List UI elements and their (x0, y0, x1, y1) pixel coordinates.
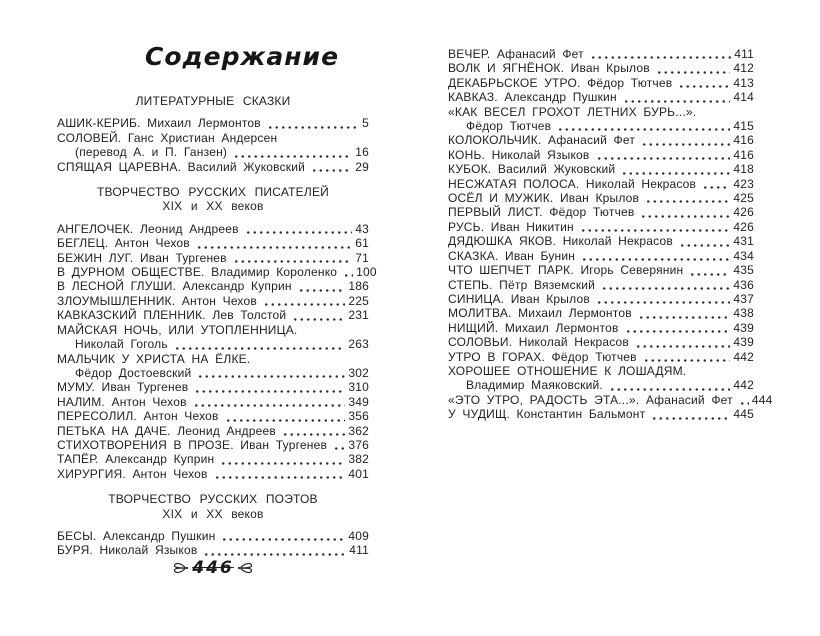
toc-entry-title: БЕСЫ. Александр Пушкин (57, 528, 216, 543)
toc-entry-title: СОЛОВЕЙ. Ганс Христиан Андерсен (57, 130, 278, 145)
toc-entry-title: В ДУРНОМ ОБЩЕСТВЕ. Владимир Короленко (57, 265, 338, 280)
toc-entry (448, 119, 754, 133)
toc-entry-page: 302 (348, 365, 369, 380)
dot-leader (702, 186, 730, 189)
toc-entry (57, 409, 369, 423)
toc-entry-page: 362 (348, 423, 369, 438)
dot-leader (641, 143, 730, 146)
toc-entry (448, 61, 754, 75)
dot-leader (193, 404, 346, 407)
toc-entry-page: 356 (348, 409, 369, 424)
dot-leader (739, 402, 749, 405)
toc-entry-title: БЕГЛЕЦ. Антон Чехов (57, 236, 190, 251)
toc-entry-title: НЕСЖАТАЯ ПОЛОСА. Николай Некрасов (448, 176, 697, 191)
toc-entry-page: 5 (362, 116, 369, 131)
toc-entry (448, 220, 754, 234)
toc-entry-title: КОНЬ. Николай Языков (448, 147, 590, 162)
toc-entry-page: 416 (733, 133, 754, 148)
toc-entry-title: ХОРОШЕЕ ОТНОШЕНИЕ К ЛОШАДЯМ. (448, 363, 687, 378)
toc-entry-page: 444 (751, 392, 773, 407)
toc-entry (57, 529, 369, 543)
dot-leader (635, 345, 730, 348)
toc-entry (448, 191, 754, 205)
dot-leader (263, 303, 345, 306)
dot-leader (267, 126, 359, 129)
toc-entry-page: 415 (733, 119, 754, 134)
toc-entry-title: СТИХОТВОРЕНИЯ В ПРОЗЕ. Иван Тургенев (57, 437, 328, 452)
toc-entry (57, 222, 369, 236)
toc-entry-title: КУБОК. Василий Жуковский (448, 162, 616, 177)
dot-leader (214, 476, 346, 479)
section-heading-line: ЛИТЕРАТУРНЫЕ СКАЗКИ (135, 94, 291, 108)
toc-entry-title: КАВКАЗ. Александр Пушкин (448, 90, 617, 105)
toc-entry-title: МАЛЬЧИК У ХРИСТА НА ЁЛКЕ. (57, 351, 251, 366)
toc-entry (57, 116, 369, 130)
toc-entry (57, 131, 369, 145)
dot-leader (174, 347, 346, 350)
dot-leader (245, 231, 353, 234)
toc-entry (57, 308, 369, 322)
dot-leader (557, 128, 730, 131)
toc-entry (57, 251, 369, 265)
toc-entry (448, 234, 754, 248)
toc-entry-title: КОЛОКОЛЬЧИК. Афанасий Фет (448, 133, 636, 148)
toc-entry-page: 225 (348, 293, 369, 308)
toc-entry (448, 249, 754, 263)
toc-entry (57, 395, 369, 409)
toc-entry-page: 409 (348, 528, 369, 543)
toc-entry-page: 418 (733, 162, 754, 177)
toc-entry-title: УТРО В ГОРАХ. Фёдор Тютчев (448, 349, 637, 364)
dot-leader (282, 433, 345, 436)
page-number: 446 (192, 558, 234, 578)
toc-entry-page: 411 (734, 47, 754, 61)
toc-entry-page: 412 (733, 61, 754, 76)
toc-entry (448, 321, 754, 335)
toc-entry-page: 71 (355, 250, 369, 265)
section-heading (57, 185, 369, 214)
toc-entry (448, 407, 754, 421)
toc-entry-page: 442 (733, 378, 754, 393)
dot-leader (679, 244, 730, 247)
dot-leader (343, 274, 353, 277)
toc-entry-page: 411 (349, 543, 369, 558)
page-footer (57, 558, 369, 578)
toc-entry (448, 133, 754, 147)
toc-entry-page: 401 (348, 466, 369, 481)
toc-entry-page: 439 (733, 320, 754, 335)
toc-entry-page: 186 (348, 279, 369, 294)
toc-entry-page: 431 (733, 234, 754, 249)
toc-entry-title: НАЛИМ. Антон Чехов (57, 394, 187, 409)
toc-entry-title: КАВКАЗСКИЙ ПЛЕННИК. Лев Толстой (57, 308, 287, 323)
dot-leader (656, 71, 731, 74)
toc-entry (448, 350, 754, 364)
toc-entry (57, 265, 377, 280)
toc-entry-page: 435 (733, 263, 754, 278)
dot-leader (590, 56, 731, 59)
bow-ornament-left-icon (172, 561, 188, 575)
toc-entry-page: 445 (733, 407, 754, 422)
toc-entry (448, 148, 754, 162)
toc-entry (448, 306, 754, 320)
toc-entry-title: ЗЛОУМЫШЛЕННИК. Антон Чехов (57, 293, 257, 308)
toc-entry (448, 292, 754, 306)
toc-entry-page: 425 (733, 191, 754, 206)
toc-entry-page: 100 (356, 265, 377, 280)
toc-entry (57, 323, 369, 337)
section-heading-line: ТВОРЧЕСТВО РУССКИХ ПОЭТОВ (108, 492, 318, 507)
dot-leader (601, 287, 730, 290)
toc-entry-page: 413 (733, 75, 754, 90)
toc-entry-title: ПЕРЕСОЛИЛ. Антон Чехов (57, 409, 219, 424)
dot-leader (596, 301, 730, 304)
toc-entry (448, 90, 754, 104)
dot-leader (203, 553, 346, 556)
toc-entry-page: 423 (733, 176, 754, 191)
toc-entry (448, 364, 754, 378)
toc-entry-page: 434 (733, 248, 754, 263)
page-title: Содержание (144, 42, 340, 71)
toc-entry (57, 236, 369, 250)
toc-entry-page: 416 (733, 147, 754, 162)
dot-leader (221, 538, 345, 541)
toc-entry (448, 177, 754, 191)
toc-entry (448, 335, 754, 349)
toc-entry-page: 43 (355, 221, 369, 236)
toc-entry-title: АШИК-КЕРИБ. Михаил Лермонтов (57, 116, 261, 131)
toc-entry-page: 61 (355, 236, 369, 251)
dot-leader (638, 316, 731, 319)
dot-leader (333, 447, 345, 450)
toc-entry-page: 263 (348, 337, 369, 352)
toc-entry-title: ВОЛК И ЯГНЁНОК. Иван Крылов (448, 61, 650, 76)
dot-leader (678, 85, 730, 88)
dot-leader (643, 359, 731, 362)
toc-entry-page: 438 (733, 306, 754, 321)
toc-entry (57, 424, 369, 438)
toc-entry (57, 380, 369, 394)
bow-ornament-right-icon (238, 561, 254, 575)
dot-leader (194, 390, 345, 393)
toc-entry-page: 376 (348, 437, 369, 452)
dot-leader (623, 100, 731, 103)
toc-entry-title: СОЛОВЬИ. Николай Некрасов (448, 335, 629, 350)
toc-entry (448, 278, 754, 292)
toc-entry (57, 452, 369, 466)
dot-leader (292, 318, 345, 321)
toc-entry-title: ТАПЁР. Александр Куприн (57, 452, 215, 467)
dot-leader (220, 462, 345, 465)
toc-entry-page: 436 (733, 277, 754, 292)
toc-entry (57, 337, 369, 351)
toc-entry-page: 349 (348, 394, 369, 409)
toc-entry-title: «КАК ВЕСЕЛ ГРОХОТ ЛЕТНИХ БУРЬ...». (448, 104, 697, 119)
toc-entry-title: МОЛИТВА. Михаил Лермонтов (448, 306, 632, 321)
dot-leader (689, 273, 730, 276)
section-heading-line: XIX и XX веков (162, 506, 264, 521)
dot-leader (625, 330, 731, 333)
toc-left-column (57, 94, 377, 558)
toc-entry (57, 467, 369, 481)
toc-entry-title: АНГЕЛОЧЕК. Леонид Андреев (57, 221, 239, 236)
toc-entry (448, 162, 754, 176)
toc-entry-title: ДЕКАБРЬСКОЕ УТРО. Фёдор Тютчев (448, 75, 673, 90)
toc-entry (57, 366, 369, 380)
dot-leader (596, 157, 731, 160)
section-heading-line: ТВОРЧЕСТВО РУССКИХ ПИСАТЕЛЕЙ (97, 185, 329, 200)
toc-entry-page: 310 (348, 380, 369, 395)
toc-entry-title: Николай Гоголь (75, 337, 168, 352)
toc-entry (448, 76, 754, 90)
toc-entry-title: ВЕЧЕР. Афанасий Фет (448, 47, 584, 61)
toc-entry-title: У ЧУДИЩ. Константин Бальмонт (448, 407, 646, 422)
toc-entry (57, 294, 369, 308)
toc-entry-page: 414 (733, 90, 754, 105)
toc-entry-page: 382 (348, 452, 369, 467)
toc-entry-title: БЕЖИН ЛУГ. Иван Тургенев (57, 250, 227, 265)
toc-entry-title: РУСЬ. Иван Никитин (448, 219, 574, 234)
toc-entry-title: СИНИЦА. Иван Крылов (448, 291, 590, 306)
toc-entry-title: В ЛЕСНОЙ ГЛУШИ. Александр Куприн (57, 279, 292, 294)
toc-entry (57, 543, 369, 557)
toc-entry-title: МАЙСКАЯ НОЧЬ, ИЛИ УТОПЛЕННИЦА. (57, 322, 298, 337)
toc-entry (57, 145, 369, 159)
toc-entry-title: Фёдор Достоевский (75, 365, 192, 380)
dot-leader (581, 258, 730, 261)
toc-entry-title: НИЩИЙ. Михаил Лермонтов (448, 320, 619, 335)
toc-entry-title: ПЕРВЫЙ ЛИСТ. Фёдор Тютчев (448, 205, 635, 220)
dot-leader (311, 169, 352, 172)
toc-entry (57, 160, 369, 174)
toc-entry-title: СПЯЩАЯ ЦАРЕВНА. Василий Жуковский (57, 159, 306, 174)
toc-entry (448, 378, 754, 392)
toc-entry (448, 205, 754, 219)
toc-entry-page: 29 (355, 159, 369, 174)
dot-leader (580, 229, 731, 232)
toc-entry-title: ЧТО ШЕПЧЕТ ПАРК. Игорь Северянин (448, 263, 684, 278)
toc-entry (57, 438, 369, 452)
dot-leader (298, 289, 346, 292)
toc-entry-title: МУМУ. Иван Тургенев (57, 380, 189, 395)
toc-entry-title: СТЕПЬ. Пётр Вяземский (448, 277, 596, 292)
toc-entry (448, 105, 754, 119)
dot-leader (640, 215, 730, 218)
dot-leader (197, 375, 345, 378)
dot-leader (225, 419, 346, 422)
section-heading-line: XIX и XX веков (162, 199, 264, 214)
section-heading (57, 94, 369, 108)
toc-entry (448, 263, 754, 277)
toc-right-column (448, 47, 773, 422)
dot-leader (233, 155, 352, 158)
toc-entry (57, 279, 369, 293)
toc-entry-title: БУРЯ. Николай Языков (57, 543, 198, 558)
toc-entry-title: Владимир Маяковский. (466, 378, 603, 393)
dot-leader (651, 417, 730, 420)
dot-leader (645, 200, 730, 203)
dot-leader (196, 246, 352, 249)
toc-entry-title: ХИРУРГИЯ. Антон Чехов (57, 466, 208, 481)
toc-entry-title: ОСЁЛ И МУЖИК. Иван Крылов (448, 191, 640, 206)
toc-entry-title: ПЕТЬКА НА ДАЧЕ. Леонид Андреев (57, 423, 276, 438)
toc-entry-page: 426 (733, 205, 754, 220)
dot-leader (233, 260, 353, 263)
toc-entry-page: 437 (733, 291, 754, 306)
toc-entry-title: Фёдор Тютчев (466, 119, 552, 134)
toc-entry-title: (перевод А. и П. Ганзен) (75, 145, 228, 160)
toc-entry-page: 426 (733, 219, 754, 234)
section-heading (57, 492, 369, 521)
toc-entry-page: 439 (733, 335, 754, 350)
toc-entry-page: 442 (733, 349, 754, 364)
toc-entry-title: СКАЗКА. Иван Бунин (448, 248, 576, 263)
toc-entry-page: 16 (355, 145, 369, 160)
toc-entry (448, 392, 773, 407)
toc-entry (448, 47, 754, 61)
toc-entry-title: ДЯДЮШКА ЯКОВ. Николай Некрасов (448, 234, 673, 249)
toc-entry-page: 231 (348, 308, 369, 323)
toc-entry-title: «ЭТО УТРО, РАДОСТЬ ЭТА...». Афанасий Фет (448, 392, 733, 407)
dot-leader (621, 172, 730, 175)
toc-entry (57, 352, 369, 366)
dot-leader (609, 388, 730, 391)
